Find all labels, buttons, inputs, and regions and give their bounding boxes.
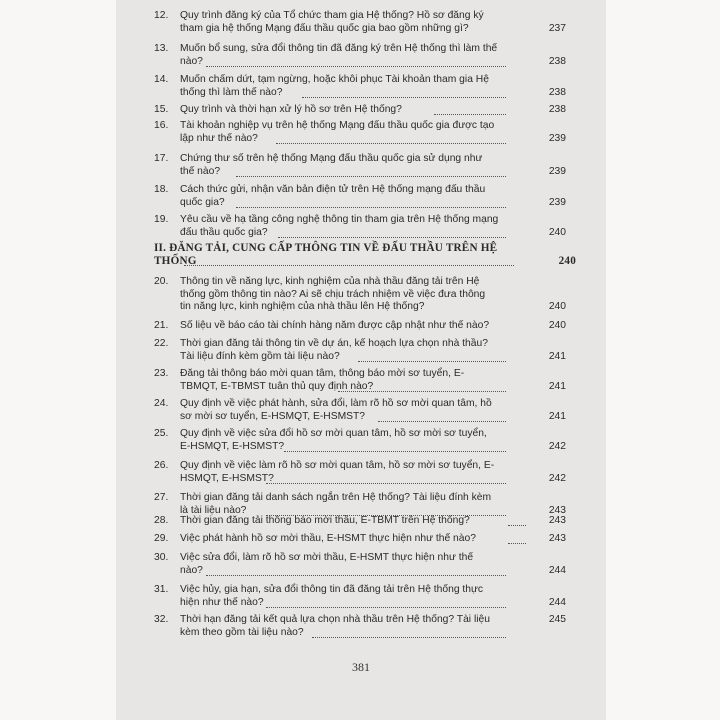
entry-number: 27. bbox=[154, 492, 169, 503]
entry-number: 23. bbox=[154, 368, 169, 379]
entry-number: 32. bbox=[154, 614, 169, 625]
entry-title: Quy trình và thời hạn xử lý hồ sơ trên Hệ thống? bbox=[180, 104, 402, 115]
entry-number: 19. bbox=[154, 214, 169, 225]
entry-number: 26. bbox=[154, 460, 169, 471]
entry-page: 243 bbox=[548, 515, 566, 526]
entry-number: 22. bbox=[154, 338, 169, 349]
dot-leader bbox=[206, 565, 506, 576]
entry-page: 242 bbox=[548, 440, 566, 452]
entry-number: 31. bbox=[154, 584, 169, 595]
entry-number: 12. bbox=[154, 10, 169, 21]
dot-leader bbox=[338, 381, 506, 392]
entry-page: 243 bbox=[548, 533, 566, 544]
entry-title: Đăng tải thông báo mời quan tâm, thông báo mời sơ tuyển, E- TBMQT, E-TBMST tuân thủ quy định nào? bbox=[180, 368, 465, 392]
entry-number: 18. bbox=[154, 184, 169, 195]
dot-leader bbox=[434, 104, 506, 115]
entry-page: 238 bbox=[548, 104, 566, 115]
entry-page: 242 bbox=[548, 472, 566, 484]
entry-number: 29. bbox=[154, 533, 169, 544]
entry-number: 30. bbox=[154, 552, 169, 563]
table-of-contents bbox=[116, 0, 606, 650]
entry-page: 237 bbox=[548, 22, 566, 34]
entry-page: 241 bbox=[548, 380, 566, 392]
section-page: 240 bbox=[558, 255, 576, 267]
entry-title: Thông tin về năng lực, kinh nghiệm của nhà thầu đăng tải trên Hệ thống gồm thông tin nào? Ai sẽ chịu trách nhiệm về việc đưa thông tin năng lực, kinh nghiệm của nhà thầu lên Hệ thống? bbox=[180, 276, 486, 312]
entry-page: 245 bbox=[548, 614, 566, 625]
entry-title: Quy định về việc sửa đổi hồ sơ mời quan tâm, hồ sơ mời sơ tuyển, E-HSMQT, E-HSMST? bbox=[180, 428, 487, 452]
section-heading bbox=[154, 242, 576, 268]
dot-leader bbox=[508, 533, 526, 544]
dot-leader bbox=[266, 505, 506, 516]
entry-title: Yêu cầu về hạ tầng công nghệ thông tin tham gia trên Hệ thống mạng đấu thầu quốc gia? bbox=[180, 214, 499, 238]
dot-leader bbox=[276, 133, 506, 144]
entry-number: 13. bbox=[154, 43, 169, 54]
dot-leader bbox=[278, 227, 506, 238]
entry-title: Việc hủy, gia hạn, sửa đổi thông tin đã đăng tải trên Hệ thống thực hiện như thế nào? bbox=[180, 584, 484, 608]
dot-leader bbox=[358, 351, 506, 362]
section-title: II. ĐĂNG TẢI, CUNG CẤP THÔNG TIN VỀ ĐẤU THẦU TRÊN HỆ THỐNG bbox=[154, 242, 498, 267]
dot-leader bbox=[302, 87, 506, 98]
dot-leader bbox=[266, 597, 506, 608]
dot-leader bbox=[312, 627, 506, 638]
entry-number: 24. bbox=[154, 398, 169, 409]
dot-leader bbox=[236, 166, 506, 177]
entry-page: 240 bbox=[548, 301, 566, 312]
entry-title: Thời gian đăng tải danh sách ngắn trên Hệ thống? Tài liệu đính kèm là tài liệu nào? bbox=[180, 492, 492, 516]
entry-title: Việc sửa đổi, làm rõ hồ sơ mời thầu, E-HSMT thực hiện như thế nào? bbox=[180, 552, 474, 576]
entry-number: 14. bbox=[154, 74, 169, 85]
entry-number: 21. bbox=[154, 320, 169, 331]
entry-page: 244 bbox=[548, 564, 566, 576]
entry-title: Muốn chấm dứt, tạm ngừng, hoặc khôi phục Tài khoản tham gia Hệ thống thì làm thế nào? bbox=[180, 74, 489, 98]
entry-page: 239 bbox=[548, 132, 566, 144]
entry-page: 240 bbox=[548, 226, 566, 238]
page-number: 381 bbox=[352, 660, 370, 674]
entry-page: 239 bbox=[548, 165, 566, 177]
entry-page: 238 bbox=[548, 55, 566, 67]
entry-title: Quy định về việc phát hành, sửa đổi, làm rõ hồ sơ mời quan tâm, hồ sơ mời sơ tuyển, E-HSMQT, E-HSMST? bbox=[180, 398, 492, 422]
entry-number: 17. bbox=[154, 153, 169, 164]
entry-page: 243 bbox=[548, 504, 566, 516]
entry-title: Thời gian đăng tải thông tin về dự án, kế hoạch lựa chọn nhà thầu? Tài liệu đính kèm gồm tài liệu nào? bbox=[180, 338, 488, 362]
entry-title: Quy định về việc làm rõ hồ sơ mời quan tâm, hồ sơ mời sơ tuyển, E- HSMQT, E-HSMST? bbox=[180, 460, 495, 484]
entry-page: 244 bbox=[548, 596, 566, 608]
entry-title: Cách thức gửi, nhận văn bản điện tử trên Hệ thống mạng đấu thầu quốc gia? bbox=[180, 184, 486, 208]
entry-title: Muốn bổ sung, sửa đổi thông tin đã đăng ký trên Hệ thống thì làm thế nào? bbox=[180, 43, 498, 67]
entry-page: 238 bbox=[548, 86, 566, 98]
entry-page: 241 bbox=[548, 410, 566, 422]
entry-title: Chứng thư số trên hệ thống Mạng đấu thầu quốc gia sử dụng như thế nào? bbox=[180, 153, 483, 177]
dot-leader bbox=[184, 255, 514, 266]
dot-leader bbox=[206, 56, 506, 67]
entry-number: 28. bbox=[154, 515, 169, 526]
entry-title: Thời hạn đăng tải kết quả lựa chọn nhà thầu trên Hệ thống? Tài liệu kèm theo gồm tài liệu nào? bbox=[180, 614, 490, 638]
entry-number: 25. bbox=[154, 428, 169, 439]
entry-title: Thời gian đăng tải thông báo mời thầu, E-TBMT trên Hệ thống? bbox=[180, 515, 470, 526]
entry-title: Tài khoản nghiệp vụ trên hệ thống Mạng đấu thầu quốc gia được tạo lập như thế nào? bbox=[180, 120, 495, 144]
entry-page: 240 bbox=[548, 320, 566, 331]
right-margin bbox=[606, 0, 720, 720]
book-page bbox=[116, 0, 606, 720]
entry-number: 16. bbox=[154, 120, 169, 131]
entry-page: 241 bbox=[548, 350, 566, 362]
entry-title: Quy trình đăng ký của Tổ chức tham gia Hệ thống? Hồ sơ đăng ký tham gia hệ thống Mạng đấu thầu quốc gia bao gồm những gì? bbox=[180, 10, 484, 34]
entry-number: 15. bbox=[154, 104, 169, 115]
dot-leader bbox=[284, 441, 506, 452]
left-margin bbox=[0, 0, 116, 720]
dot-leader bbox=[236, 197, 506, 208]
entry-page: 239 bbox=[548, 196, 566, 208]
entry-title: Việc phát hành hồ sơ mời thầu, E-HSMT thực hiện như thế nào? bbox=[180, 533, 476, 544]
dot-leader bbox=[378, 411, 506, 422]
entry-number: 20. bbox=[154, 276, 169, 287]
dot-leader bbox=[266, 473, 506, 484]
dot-leader bbox=[508, 515, 526, 526]
entry-title: Số liệu về báo cáo tài chính hàng năm được cập nhật như thế nào? bbox=[180, 320, 490, 331]
